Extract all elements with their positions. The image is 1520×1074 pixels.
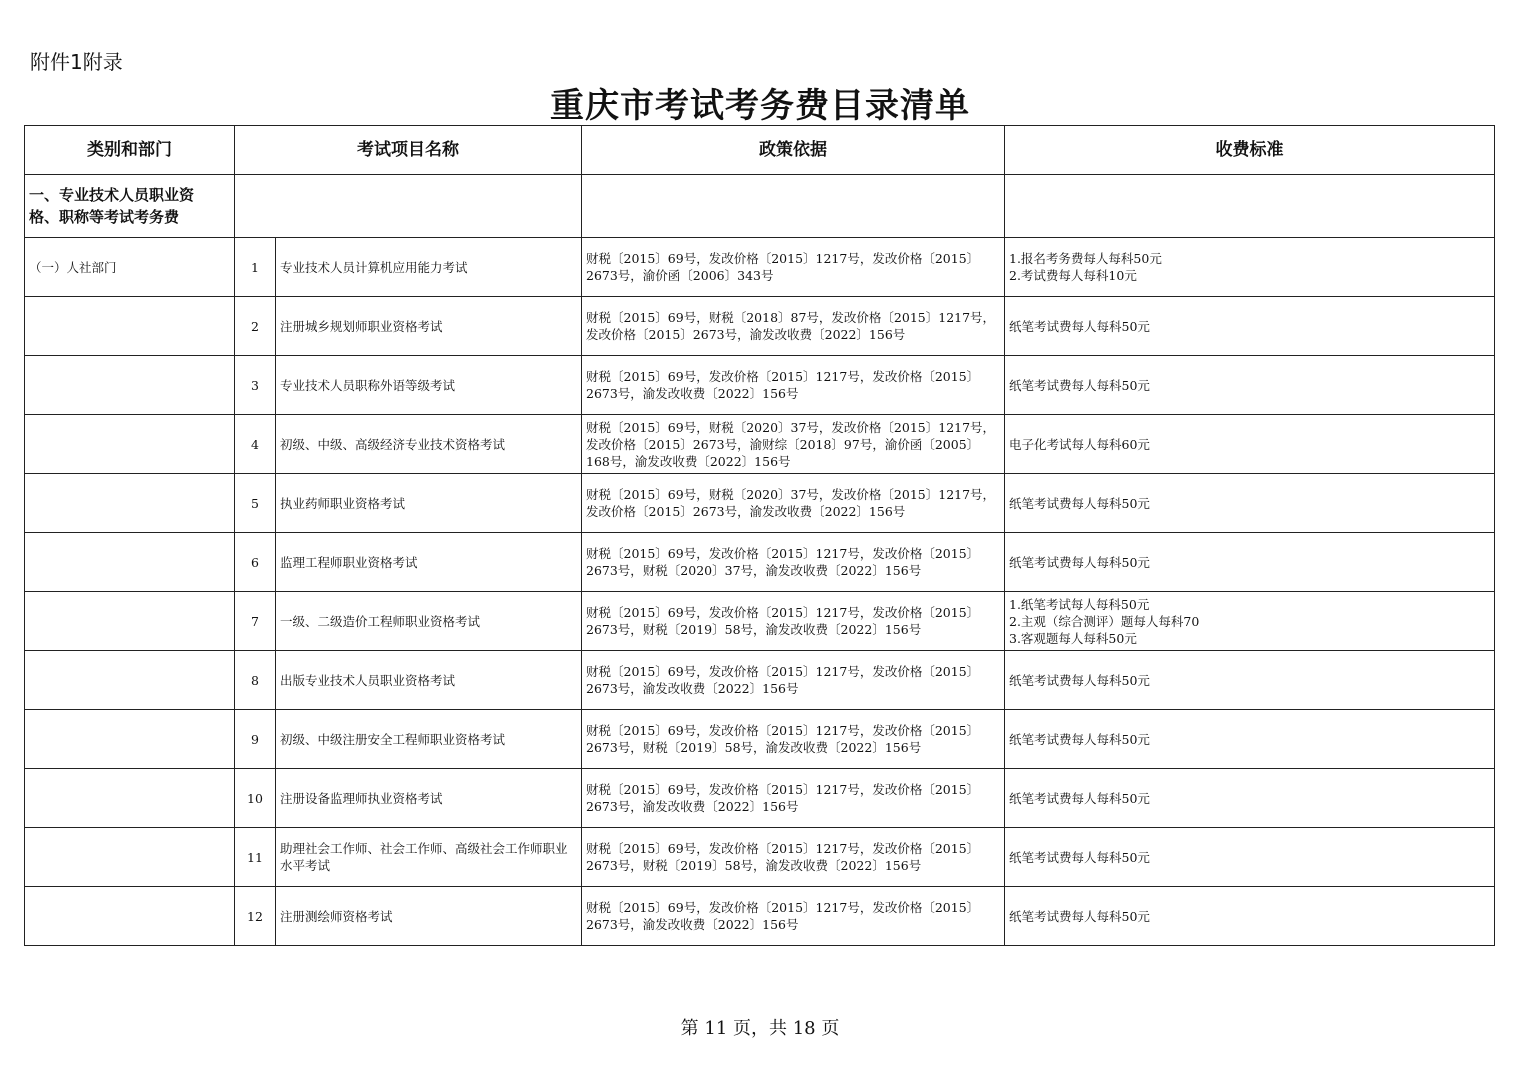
fee-standard bbox=[1005, 297, 1495, 356]
table-header-row bbox=[25, 126, 1495, 175]
exam-name: 监理工程师职业资格考试 bbox=[276, 533, 582, 592]
department-cell bbox=[25, 297, 235, 356]
column-header-fee: 收费标准 bbox=[1005, 126, 1495, 175]
row-number: 4 bbox=[235, 415, 276, 474]
column-header-exam-name: 考试项目名称 bbox=[235, 126, 582, 175]
row-number: 9 bbox=[235, 710, 276, 769]
page-title: 重庆市考试考务费目录清单 bbox=[550, 86, 970, 126]
row-number: 7 bbox=[235, 592, 276, 651]
fee-line: 纸笔考试费每人每科50元 bbox=[1009, 731, 1150, 747]
fee-standard bbox=[1005, 769, 1495, 828]
department-cell bbox=[25, 533, 235, 592]
fee-standard bbox=[1005, 710, 1495, 769]
exam-name: 助理社会工作师、社会工作师、高级社会工作师职业水平考试 bbox=[276, 828, 582, 887]
fee-standard bbox=[1005, 356, 1495, 415]
table-row bbox=[25, 887, 1495, 946]
category-empty-cell bbox=[235, 175, 582, 238]
fee-standard bbox=[1005, 533, 1495, 592]
row-number: 3 bbox=[235, 356, 276, 415]
department-cell bbox=[25, 592, 235, 651]
row-number: 1 bbox=[235, 238, 276, 297]
exam-name: 专业技术人员职称外语等级考试 bbox=[276, 356, 582, 415]
table-row bbox=[25, 651, 1495, 710]
fee-line: 纸笔考试费每人每科50元 bbox=[1009, 554, 1150, 570]
exam-name: 注册设备监理师执业资格考试 bbox=[276, 769, 582, 828]
fee-line: 纸笔考试费每人每科50元 bbox=[1009, 908, 1150, 924]
table-row bbox=[25, 297, 1495, 356]
policy-basis: 财税〔2015〕69号，财税〔2020〕37号，发改价格〔2015〕1217号，发改价格〔2015〕2673号，渝财综〔2018〕97号，渝价函〔2005〕168号，渝发改收费〔2022〕156号 bbox=[582, 415, 1005, 474]
exam-name: 一级、二级造价工程师职业资格考试 bbox=[276, 592, 582, 651]
exam-name: 注册测绘师资格考试 bbox=[276, 887, 582, 946]
policy-basis: 财税〔2015〕69号，发改价格〔2015〕1217号，发改价格〔2015〕2673号，渝发改收费〔2022〕156号 bbox=[582, 651, 1005, 710]
row-number: 6 bbox=[235, 533, 276, 592]
fee-line: 2.主观（综合测评）题每人每科70 bbox=[1009, 613, 1200, 629]
fee-line: 纸笔考试费每人每科50元 bbox=[1009, 318, 1150, 334]
table-row bbox=[25, 710, 1495, 769]
department-cell: （一）人社部门 bbox=[25, 238, 235, 297]
table-row bbox=[25, 592, 1495, 651]
exam-name: 执业药师职业资格考试 bbox=[276, 474, 582, 533]
department-cell bbox=[25, 474, 235, 533]
category-label bbox=[25, 175, 235, 238]
exam-name: 专业技术人员计算机应用能力考试 bbox=[276, 238, 582, 297]
fee-standard bbox=[1005, 651, 1495, 710]
fee-catalog-table bbox=[24, 125, 1495, 946]
fee-line: 1.报名考务费每人每科50元 bbox=[1009, 251, 1162, 266]
department-cell bbox=[25, 769, 235, 828]
policy-basis: 财税〔2015〕69号，发改价格〔2015〕1217号，发改价格〔2015〕2673号，渝发改收费〔2022〕156号 bbox=[582, 887, 1005, 946]
table-row bbox=[25, 415, 1495, 474]
department-cell bbox=[25, 828, 235, 887]
department-cell bbox=[25, 710, 235, 769]
department-cell bbox=[25, 356, 235, 415]
policy-basis: 财税〔2015〕69号，发改价格〔2015〕1217号，发改价格〔2015〕2673号，财税〔2019〕58号，渝发改收费〔2022〕156号 bbox=[582, 828, 1005, 887]
attachment-label: 附件1附录 bbox=[30, 50, 123, 74]
category-label-line: 格、职称等考试考务费 bbox=[29, 208, 180, 226]
policy-basis: 财税〔2015〕69号，发改价格〔2015〕1217号，发改价格〔2015〕2673号，财税〔2019〕58号，渝发改收费〔2022〕156号 bbox=[582, 592, 1005, 651]
fee-line: 纸笔考试费每人每科50元 bbox=[1009, 790, 1150, 806]
table-row bbox=[25, 356, 1495, 415]
row-number: 8 bbox=[235, 651, 276, 710]
fee-standard bbox=[1005, 887, 1495, 946]
table-row bbox=[25, 828, 1495, 887]
policy-basis: 财税〔2015〕69号，发改价格〔2015〕1217号，发改价格〔2015〕2673号，财税〔2019〕58号，渝发改收费〔2022〕156号 bbox=[582, 710, 1005, 769]
category-empty-cell bbox=[1005, 175, 1495, 238]
table-row bbox=[25, 238, 1495, 297]
policy-basis: 财税〔2015〕69号，发改价格〔2015〕1217号，发改价格〔2015〕2673号，渝发改收费〔2022〕156号 bbox=[582, 356, 1005, 415]
row-number: 12 bbox=[235, 887, 276, 946]
category-empty-cell bbox=[582, 175, 1005, 238]
row-number: 10 bbox=[235, 769, 276, 828]
fee-line: 3.客观题每人每科50元 bbox=[1009, 630, 1137, 646]
fee-standard bbox=[1005, 238, 1495, 297]
category-label-line: 一、专业技术人员职业资 bbox=[29, 186, 195, 204]
fee-line: 纸笔考试费每人每科50元 bbox=[1009, 672, 1150, 688]
policy-basis: 财税〔2015〕69号，发改价格〔2015〕1217号，发改价格〔2015〕2673号，渝价函〔2006〕343号 bbox=[582, 238, 1005, 297]
table-row bbox=[25, 769, 1495, 828]
fee-line: 纸笔考试费每人每科50元 bbox=[1009, 377, 1150, 393]
exam-name: 出版专业技术人员职业资格考试 bbox=[276, 651, 582, 710]
fee-line: 纸笔考试费每人每科50元 bbox=[1009, 495, 1150, 511]
column-header-policy: 政策依据 bbox=[582, 126, 1005, 175]
department-cell bbox=[25, 887, 235, 946]
table-row bbox=[25, 474, 1495, 533]
fee-line: 2.考试费每人每科10元 bbox=[1009, 268, 1137, 283]
row-number: 5 bbox=[235, 474, 276, 533]
column-header-category: 类别和部门 bbox=[25, 126, 235, 175]
table-row bbox=[25, 533, 1495, 592]
policy-basis: 财税〔2015〕69号，财税〔2020〕37号，发改价格〔2015〕1217号，发改价格〔2015〕2673号，渝发改收费〔2022〕156号 bbox=[582, 474, 1005, 533]
fee-line: 电子化考试每人每科60元 bbox=[1009, 436, 1150, 452]
fee-standard bbox=[1005, 828, 1495, 887]
fee-standard bbox=[1005, 474, 1495, 533]
policy-basis: 财税〔2015〕69号，财税〔2018〕87号，发改价格〔2015〕1217号，发改价格〔2015〕2673号，渝发改收费〔2022〕156号 bbox=[582, 297, 1005, 356]
exam-name: 初级、中级、高级经济专业技术资格考试 bbox=[276, 415, 582, 474]
exam-name: 初级、中级注册安全工程师职业资格考试 bbox=[276, 710, 582, 769]
exam-name: 注册城乡规划师职业资格考试 bbox=[276, 297, 582, 356]
page-number: 第 11 页，共 18 页 bbox=[680, 1018, 840, 1039]
department-cell bbox=[25, 415, 235, 474]
department-cell bbox=[25, 651, 235, 710]
category-row bbox=[25, 175, 1495, 238]
policy-basis: 财税〔2015〕69号，发改价格〔2015〕1217号，发改价格〔2015〕2673号，财税〔2020〕37号，渝发改收费〔2022〕156号 bbox=[582, 533, 1005, 592]
fee-line: 纸笔考试费每人每科50元 bbox=[1009, 849, 1150, 865]
fee-line: 1.纸笔考试每人每科50元 bbox=[1009, 596, 1150, 612]
row-number: 11 bbox=[235, 828, 276, 887]
fee-standard bbox=[1005, 592, 1495, 651]
fee-standard bbox=[1005, 415, 1495, 474]
policy-basis: 财税〔2015〕69号，发改价格〔2015〕1217号，发改价格〔2015〕2673号，渝发改收费〔2022〕156号 bbox=[582, 769, 1005, 828]
row-number: 2 bbox=[235, 297, 276, 356]
